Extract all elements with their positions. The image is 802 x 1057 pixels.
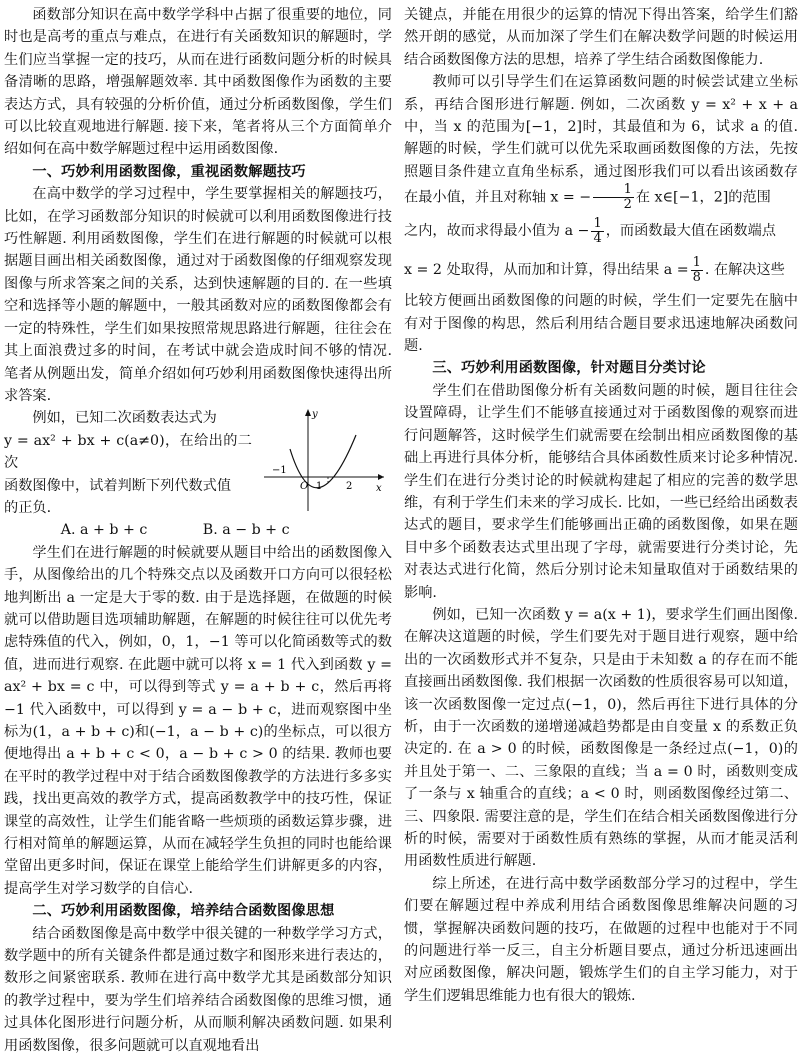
section2-p2-conclusion: 比较方便画出函数图像的问题的时候，学生们一定要先在脑中有对于图像的构思，然后利用结合题目要求迅速地解决函数问题. [404, 293, 798, 355]
graph-y-label: y [312, 409, 318, 421]
section2-p2-text-c: 之内，故而求得最小值为 a − [404, 223, 590, 240]
section-heading-1: 一、巧妙利用函数图像，重视函数解题技巧 [32, 163, 306, 180]
section1-paragraph-2: 学生们在进行解题的时候就要从题目中给出的函数图像入手，从图像给出的几个特殊交点以及函数开口方向可以很轻松地判断出 a 一定是大于零的数. 由于是选择题，在做题的时候就可以借助题目选项辅助解题，在解题的时候往往可以优先考虑特殊值的代入，例如，0，1，−1 等可以化简函数等式的数值，进而进行观察. 在此题中就可以将 x = 1 代入到函数 y = ax² + bx = c 中，可以得到等式 y = a + b + c，然后再将 −1 代入函数中，可以得到 y = a − b + c，进而观察图中坐标为(1，a + b + c)和(−1，a − b + c)的坐标点，可以很方便地得出 a + b + c < 0，a − b + c > 0 的结果. 教师也要在平时的教学过程中对于结合函数图像教学的方法进行多多实践，找出更高效的教学方式，提高函数教学中的技巧性，保证课堂的高效性，让学生们能省略一些烦琐的函数运算步骤，进行相对简单的解题运算，从而在减轻学生负担的同时也能给课堂留出更多时间，保证在课堂上能给学生们讲解更多的内容，提高学生对学习数学的自信心. [4, 544, 392, 897]
section2-p2-text-b: 在 x∈[−1，2]的范围 [635, 189, 771, 206]
graph-origin-label: O [300, 481, 309, 493]
fraction-one-eighth [691, 256, 703, 285]
section2-paragraph-1: 结合函数图像是高中数学中很关键的一种数学学习方式，数学题中的所有关键条件都是通过数字和图形来进行表达的，数形之间紧密联系. 教师在进行高中数学尤其是函数部分知识的教学过程中，要为学生们培养结合函数图像的思维习惯，通过具体化图形进行问题分析，从而顺利解决函数问题. 如果利用函数图像，很多问题就可以直观地看出 [4, 925, 392, 1054]
section2-p2-text-f: . 在解决这些 [704, 262, 785, 279]
example-quadratic [4, 407, 392, 519]
graph-tick-neg1: −1 [272, 465, 287, 477]
section2-paragraph-2 [404, 71, 798, 212]
section2-p2-text-a: 教师可以引导学生们在运算函数问题的时候尝试建立坐标系，再结合图形进行解题. 例如，二次函数 y = x² + x + a 中，当 x 的范围为[−1，2]时，其最值和为 6，试求 a 的值. 解题的时候，学生们就可以优先采取画函数图像的方法，先按照题目条件建立直角坐标系，通过图形我们可以看出该函数存在最小值，并且对称轴 x = − [404, 74, 798, 206]
graph-x-label: x [376, 483, 382, 495]
intro-paragraph: 函数部分知识在高中数学学科中占据了很重要的地位，同时也是高考的重点与难点，在进行有关函数知识的解题时，学生们应当掌握一定的技巧，从而在进行函数问题分析的时候具备清晰的思路，增强解题效率. 其中函数图像作为函数的主要表达方式，具有较强的分析价值，通过分析函数图像，学生们可以比较直观地进行解题. 接下来，笔者将从三个方面简单介绍如何在高中数学解题过程中运用函数图像. [4, 7, 392, 158]
option-b: B. a − b + c [202, 522, 290, 539]
fraction-one-half [593, 183, 634, 212]
section2-p2-line-min [404, 212, 798, 251]
option-a: A. a + b + c [60, 522, 148, 539]
section2-p2-text-d: ，而函数最大值在函数端点 [605, 223, 776, 240]
parabola-graph [256, 405, 392, 517]
example-line-3: 函数图像中，试着判断下列代数式值 [4, 477, 232, 494]
example-options [4, 519, 392, 541]
right-column [404, 4, 798, 1007]
fraction-one-quarter-num: 1 [593, 215, 602, 231]
conclusion-paragraph: 综上所述，在进行高中数学函数部分学习的过程中，学生们要在解题过程中养成利用结合函数图像思维解决问题的习惯，掌握解决函数问题的技巧，在做题的过程中也能对于不同的问题进行举一反三，自主分析题目要点，通过分析迅速画出对应函数图像，解决问题，锻炼学生们的自主学习能力，对于学生们逻辑思维能力也有很大的锻炼. [404, 875, 798, 1004]
fraction-one-eighth-num: 1 [692, 254, 701, 270]
example-line-2: y = ax² + bx + c(a≠0)，在给出的二次 [4, 432, 252, 472]
example-text [4, 407, 252, 519]
fraction-one-quarter-den: 4 [593, 230, 602, 246]
section2-p2-line-result [404, 251, 798, 290]
left-column [4, 4, 392, 1057]
section3-paragraph-1: 学生们在借助图像分析有关函数问题的时候，题目往往会设置障碍，让学生们不能够直接通过对于函数图像的观察而进行问题解答，这时候学生们就需要在绘制出相应函数图像的基础上再进行具体分析，能够结合具体函数性质来讨论多种情况. 学生们在进行分类讨论的时候就构建起了相应的完善的数学思维，有利于学生们未来的学习成长. 比如，一些已经给出函数表达式的题目，要求学生们能够画出正确的函数图像，如果在题目中多个函数表达式里出现了字母，就需要进行分类讨论，先对表达式进行化简，然后分别讨论未知量取值对于函数结果的影响. [404, 382, 798, 601]
graph-y-arrow [305, 409, 311, 416]
fraction-one-half-num: 1 [593, 183, 634, 198]
graph-x-arrow [378, 474, 384, 480]
section2-paragraph-continued: 关键点，并能在用很少的运算的情况下得出答案，给学生们豁然开朗的感觉，从而加深了学生们在解决数学问题的时候运用结合函数图像方法的思想，培养了学生结合函数图像能力. [404, 7, 798, 68]
graph-parabola [290, 435, 356, 488]
graph-tick-2: 2 [346, 481, 353, 493]
section3-paragraph-2: 例如，已知一次函数 y = a(x + 1)，要求学生们画出图像. 在解决这道题的时候，学生们要先对于题目进行观察，题中给出的一次函数形式并不复杂，只是由于未知数 a 的存在而不能直接画出函数图像. 我们根据一次函数的性质很容易可以知道，该一次函数图像一定过点(−1，0)，然后再往下进行具体的分析，由于一次函数的递增递减趋势都是由自变量 x 的系数正负决定的. 在 a > 0 的时候，函数图像是一条经过点(−1，0)的并且处于第一、二、三象限的直线；当 a = 0 时，函数则变成了一条与 x 轴重合的直线；a < 0 时，则函数图像经过第二、三、四象限. 需要注意的是，学生们在结合相关函数图像进行分析的时候，需要对于函数性质有熟练的掌握，从而才能灵活利用函数性质进行解题. [404, 606, 798, 870]
section-heading-3: 三、巧妙利用函数图像，针对题目分类讨论 [432, 360, 706, 377]
fraction-one-eighth-den: 8 [692, 269, 701, 285]
graph-tick-1: 1 [316, 481, 323, 493]
fraction-one-half-den: 2 [623, 197, 632, 213]
section-heading-2: 二、巧妙利用函数图像，培养结合函数图像思想 [32, 903, 335, 920]
section2-p2-text-e: x = 2 处取得，从而加和计算，得出结果 a = [404, 262, 689, 279]
example-line-4: 的正负. [4, 499, 52, 516]
fraction-one-quarter [591, 217, 603, 246]
section1-paragraph-1: 在高中数学的学习过程中，学生要掌握相关的解题技巧，比如，在学习函数部分知识的时候就可以利用函数图像进行技巧性解题. 利用函数图像，学生们在进行解题的时候就可以根据题目画出相关函数图像，通过对于函数图像的仔细观察发现图像与所求答案之间的关系，达到快速解题的目的. 在一些填空和选择等小题的解题中，一般其函数对应的函数图像都会有一定的特殊性，学生们如果按照常规思路进行解题，往往会在其上面浪费过多的时间，在考试中就会造成时间不够的情况. 笔者从例题出发，简单介绍如何巧妙利用函数图像快速得出所求答案. [4, 186, 392, 404]
example-line-1: 例如，已知二次函数表达式为 [32, 410, 217, 427]
